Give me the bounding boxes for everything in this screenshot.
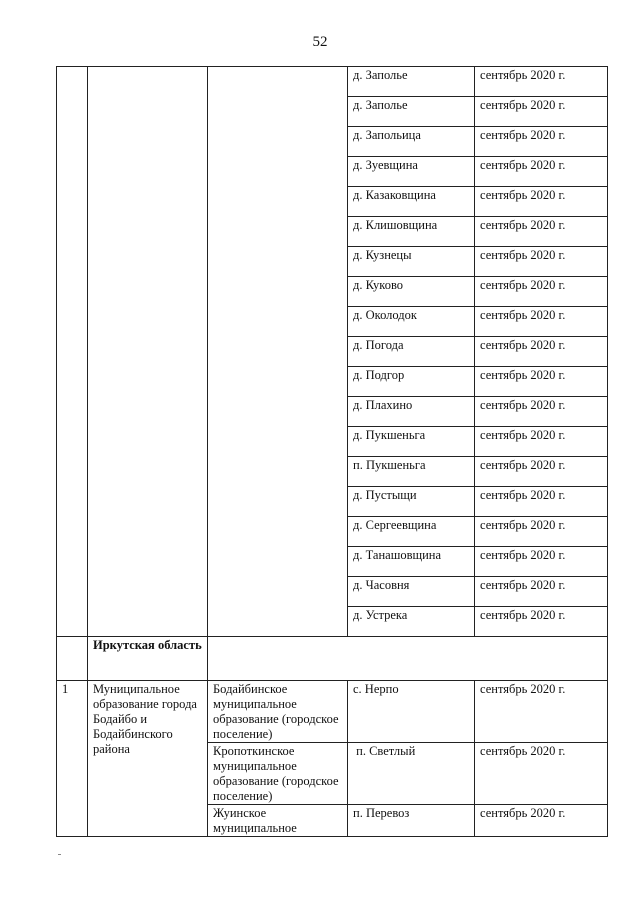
settlements-table (56, 66, 608, 837)
settlement-date: сентябрь 2020 г. (475, 547, 608, 577)
municipality-cell (88, 67, 208, 637)
entry-number: 1 (57, 681, 88, 837)
settlement-date: сентябрь 2020 г. (475, 367, 608, 397)
settlement-name: д. Погода (348, 337, 475, 367)
settlement-date: сентябрь 2020 г. (475, 517, 608, 547)
settlement-date: сентябрь 2020 г. (475, 187, 608, 217)
settlement-name: д. Танашовщина (348, 547, 475, 577)
subdivision-name: Бодайбинское муниципальное образование (городское поселение) (208, 681, 348, 743)
settlement-name: д. Пукшеньга (348, 427, 475, 457)
settlement-name: д. Кузнецы (348, 247, 475, 277)
settlement-name: д. Пустыщи (348, 487, 475, 517)
settlement-name: д. Подгор (348, 367, 475, 397)
settlement-name: д. Запольица (348, 127, 475, 157)
settlement-name: п. Перевоз (348, 805, 475, 837)
subdivision-name: Жуинское муниципальное (208, 805, 348, 837)
settlement-date: сентябрь 2020 г. (475, 743, 608, 805)
settlement-name: д. Казаковщина (348, 187, 475, 217)
settlement-date: сентябрь 2020 г. (475, 307, 608, 337)
settlement-date: сентябрь 2020 г. (475, 577, 608, 607)
settlement-name: д. Куково (348, 277, 475, 307)
settlement-date: сентябрь 2020 г. (475, 487, 608, 517)
settlement-date: сентябрь 2020 г. (475, 337, 608, 367)
settlement-name: д. Заполье (348, 97, 475, 127)
settlement-name: д. Сергеевщина (348, 517, 475, 547)
settlement-date: сентябрь 2020 г. (475, 397, 608, 427)
settlement-date: сентябрь 2020 г. (475, 277, 608, 307)
settlement-date: сентябрь 2020 г. (475, 457, 608, 487)
region-row (57, 637, 608, 681)
settlement-name: д. Часовня (348, 577, 475, 607)
settlement-name: п. Пукшеньга (348, 457, 475, 487)
region-number-cell (57, 637, 88, 681)
region-name: Иркутская область (88, 637, 208, 681)
settlement-name: д. Заполье (348, 67, 475, 97)
table-row (57, 67, 608, 97)
settlement-name: с. Нерпо (348, 681, 475, 743)
settlement-name: д. Зуевщина (348, 157, 475, 187)
settlement-date: сентябрь 2020 г. (475, 805, 608, 837)
settlement-date: сентябрь 2020 г. (475, 607, 608, 637)
settlement-name: д. Устрека (348, 607, 475, 637)
scan-mark (58, 854, 61, 855)
settlement-date: сентябрь 2020 г. (475, 97, 608, 127)
settlement-date: сентябрь 2020 г. (475, 681, 608, 743)
subdivision-cell (208, 67, 348, 637)
number-cell (57, 67, 88, 637)
table-row (57, 681, 608, 743)
settlement-date: сентябрь 2020 г. (475, 67, 608, 97)
settlement-name: д. Клишовщина (348, 217, 475, 247)
settlement-date: сентябрь 2020 г. (475, 427, 608, 457)
region-empty-cell (208, 637, 608, 681)
settlement-name: п. Светлый (348, 743, 475, 805)
settlement-name: д. Плахино (348, 397, 475, 427)
municipality-name: Муниципальное образование города Бодайбо и Бодайбинского района (88, 681, 208, 837)
settlement-date: сентябрь 2020 г. (475, 157, 608, 187)
settlement-date: сентябрь 2020 г. (475, 217, 608, 247)
settlement-date: сентябрь 2020 г. (475, 247, 608, 277)
settlement-date: сентябрь 2020 г. (475, 127, 608, 157)
page-number: 52 (312, 34, 328, 50)
subdivision-name: Кропоткинское муниципальное образование (городское поселение) (208, 743, 348, 805)
settlement-name: д. Околодок (348, 307, 475, 337)
